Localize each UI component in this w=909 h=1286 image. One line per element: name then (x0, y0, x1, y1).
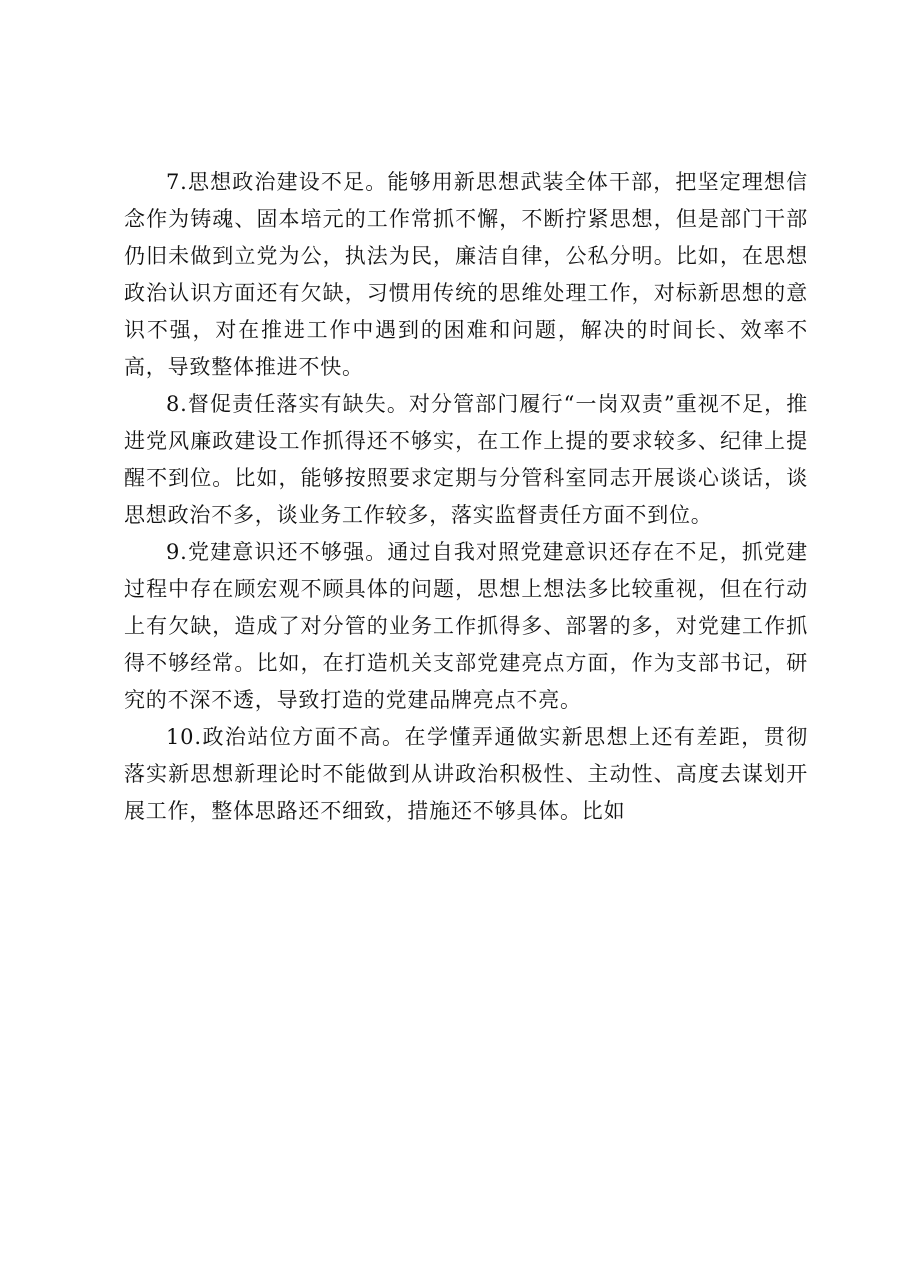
paragraph-10: 10.政治站位方面不高。在学懂弄通做实新思想上还有差距，贯彻落实新思想新理论时不能做到从讲政治积极性、主动性、高度去谋划开展工作，整体思路还不细致，措施还不够具体。比如 (124, 725, 808, 823)
document-body (124, 164, 808, 830)
paragraph-8: 8.督促责任落实有缺失。对分管部门履行“一岗双责”重视不足，推进党风廉政建设工作抓得还不够实，在工作上提的要求较多、纪律上提醒不到位。比如，能够按照要求定期与分管科室同志开展谈心谈话，谈思想政治不多，谈业务工作较多，落实监督责任方面不到位。 (124, 392, 808, 527)
paragraph-7: 7.思想政治建设不足。能够用新思想武装全体干部，把坚定理想信念作为铸魂、固本培元的工作常抓不懈，不断拧紧思想，但是部门干部仍旧未做到立党为公，执法为民，廉洁自律，公私分明。比如，在思想政治认识方面还有欠缺，习惯用传统的思维处理工作，对标新思想的意识不强，对在推进工作中遇到的困难和问题，解决的时间长、效率不高，导致整体推进不快。 (124, 170, 808, 379)
paragraph-9: 9.党建意识还不够强。通过自我对照党建意识还存在不足，抓党建过程中存在顾宏观不顾具体的问题，思想上想法多比较重视，但在行动上有欠缺，造成了对分管的业务工作抓得多、部署的多，对党建工作抓得不够经常。比如，在打造机关支部党建亮点方面，作为支部书记，研究的不深不透，导致打造的党建品牌亮点不亮。 (124, 540, 808, 712)
